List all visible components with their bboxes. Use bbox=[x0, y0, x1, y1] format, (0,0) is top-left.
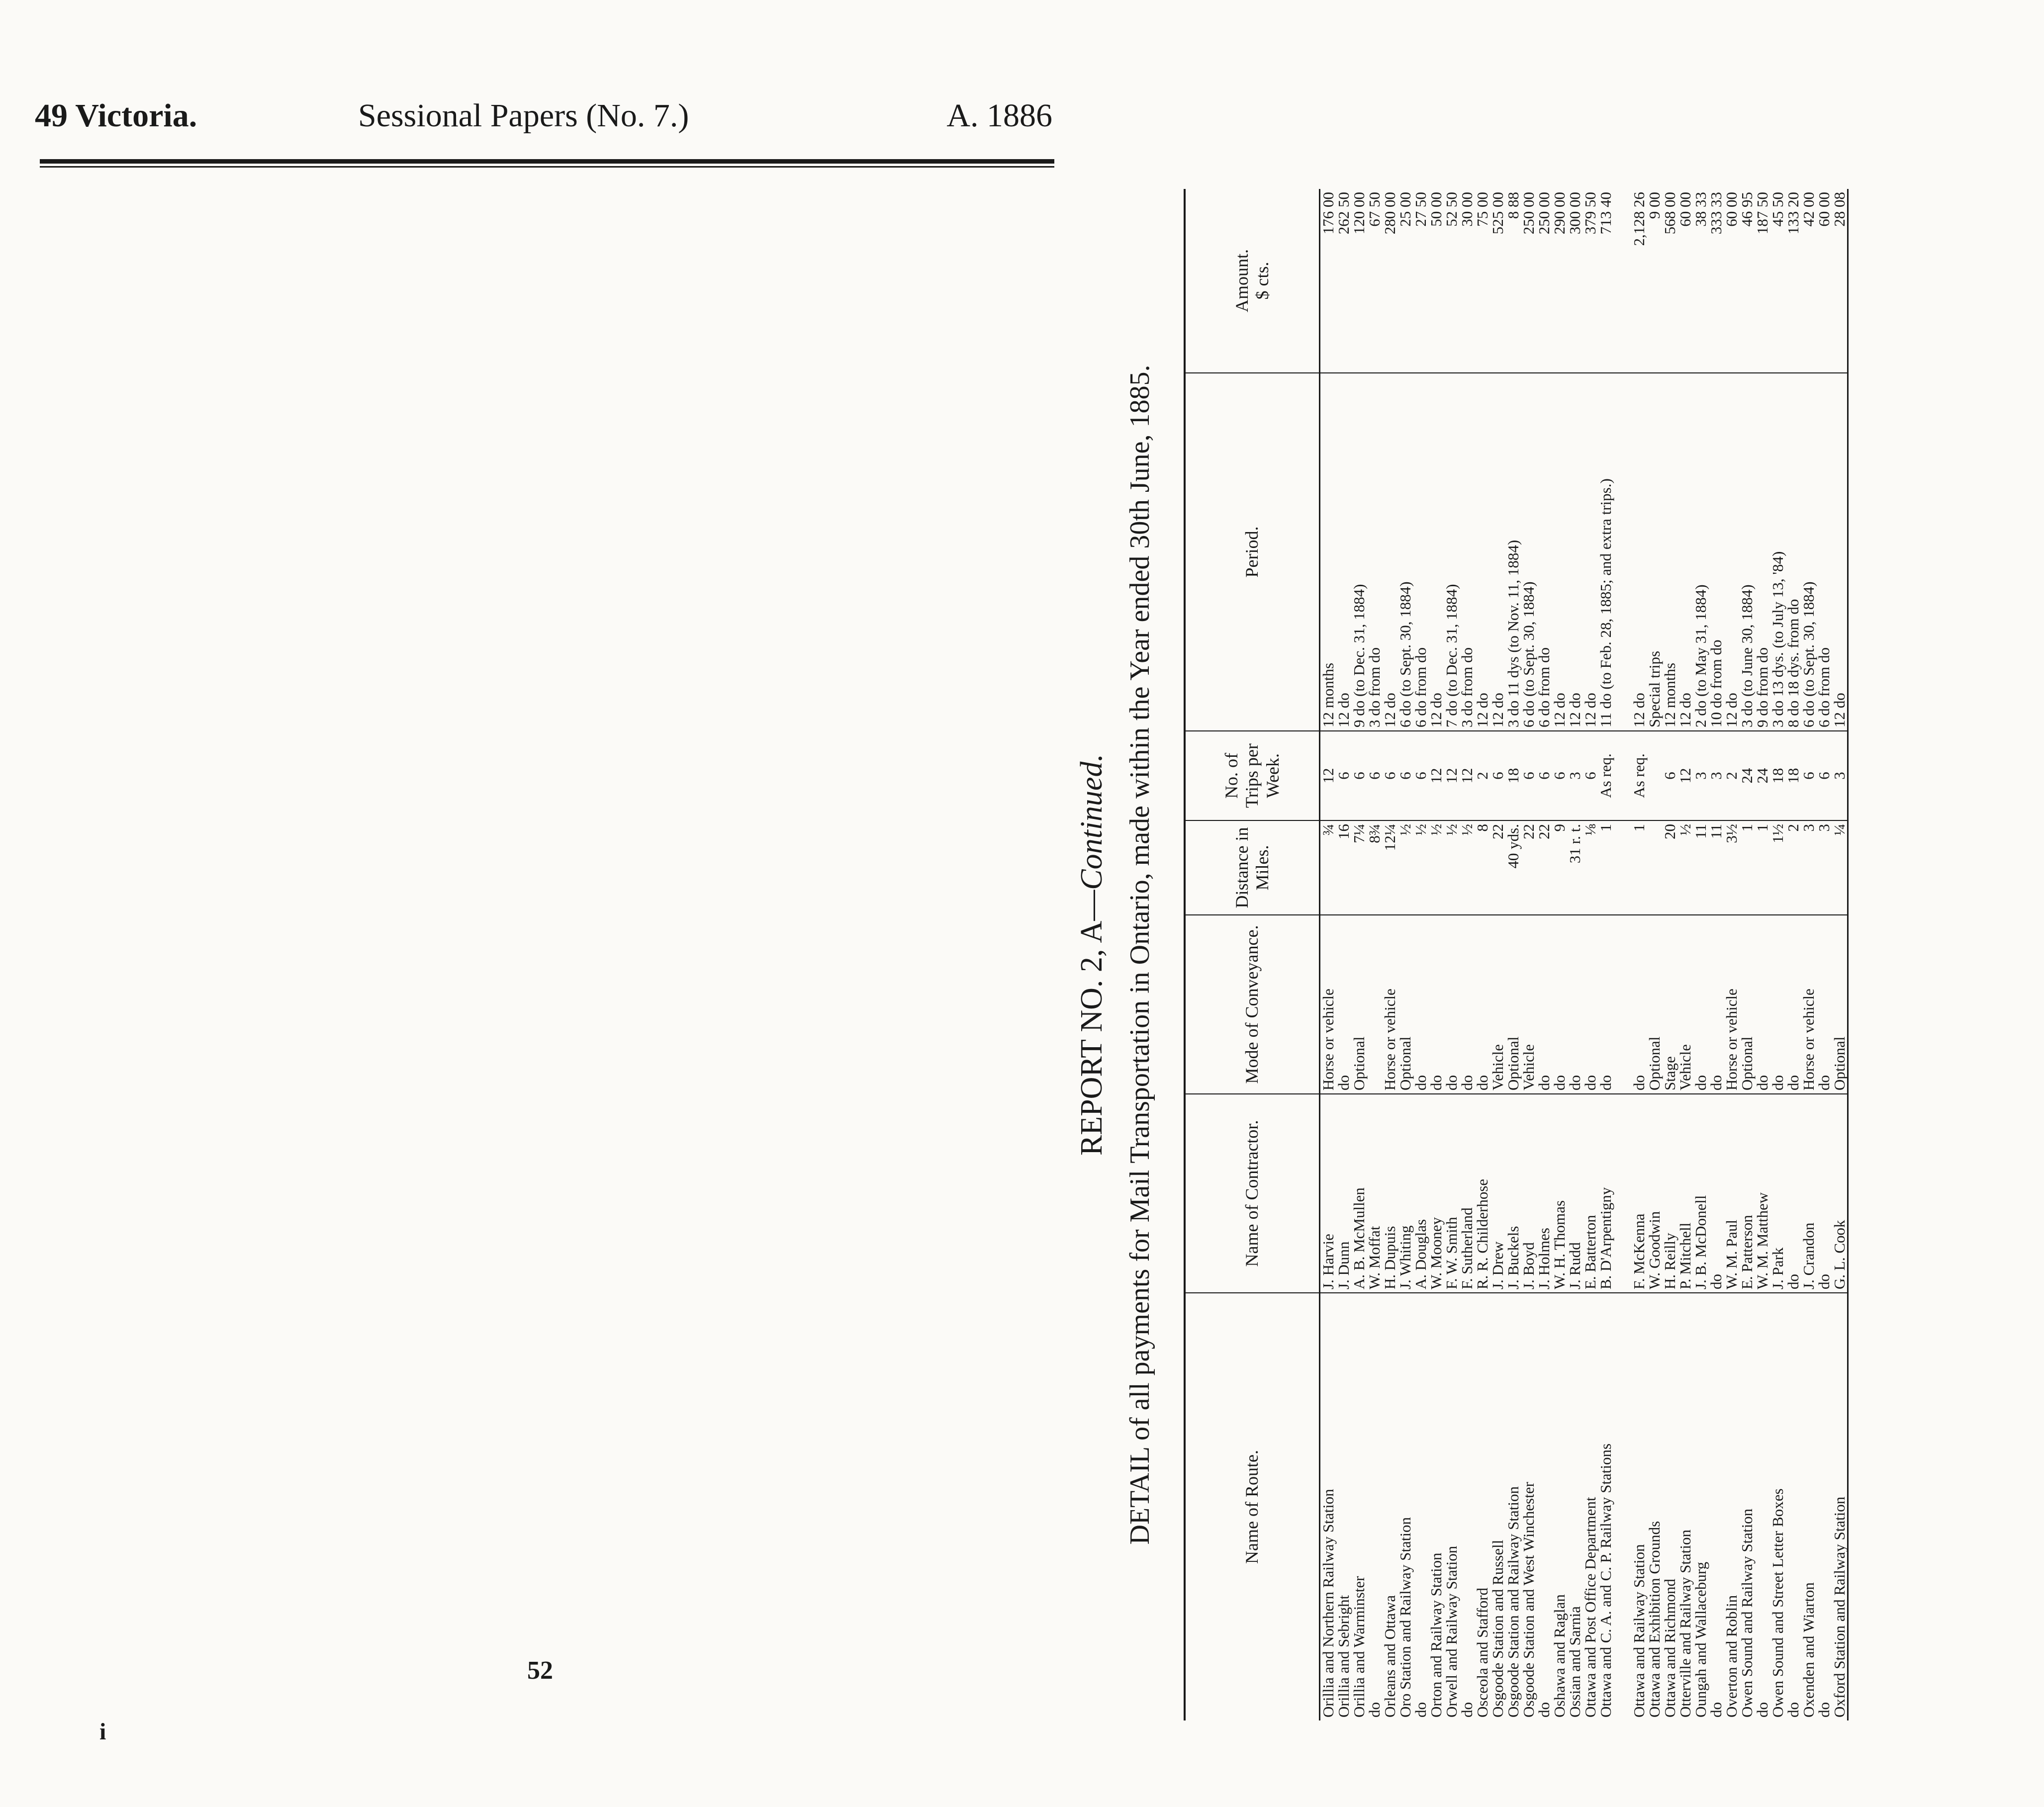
cell-route: Osgoode Station and Russell bbox=[1489, 1539, 1506, 1717]
cell-distance: 7¼ bbox=[1351, 820, 1367, 915]
cell-contractor: W. Mooney bbox=[1428, 1094, 1444, 1293]
cell-distance: 3½ bbox=[1724, 820, 1739, 915]
table-row bbox=[1662, 189, 1677, 1720]
cell-period: 12 do bbox=[1832, 373, 1848, 731]
cell-amount: 525 00 bbox=[1490, 189, 1505, 373]
cell-conveyance: Stage bbox=[1662, 915, 1677, 1094]
cell-period bbox=[1613, 373, 1631, 731]
cell-route: Ottawa and Exhibition Grounds bbox=[1646, 1521, 1663, 1717]
col-header-trips: No. of Trips per Week. bbox=[1185, 731, 1320, 820]
cell-distance: 9 bbox=[1552, 820, 1567, 915]
cell-contractor: W. Moffat bbox=[1367, 1094, 1382, 1293]
cell-trips: As req. bbox=[1598, 731, 1613, 820]
report-title-continued: Continued. bbox=[1075, 753, 1109, 890]
cell-trips: 18 bbox=[1770, 731, 1785, 820]
cell-route: Orillia and Northern Railway Station bbox=[1319, 1489, 1337, 1717]
payments-table bbox=[1184, 189, 1849, 1720]
table-row bbox=[1552, 189, 1567, 1720]
cell-amount: 262 50 bbox=[1336, 189, 1351, 373]
cell-distance: 3 bbox=[1801, 820, 1816, 915]
cell-conveyance: do bbox=[1459, 915, 1475, 1094]
cell-period: 3 do 13 dys. (to July 13, '84) bbox=[1770, 373, 1785, 731]
cell-amount: 75 00 bbox=[1475, 189, 1490, 373]
cell-contractor: do bbox=[1816, 1094, 1832, 1293]
cell-trips: 18 bbox=[1505, 731, 1521, 820]
cell-contractor: W. H. Thomas bbox=[1552, 1094, 1567, 1293]
cell-distance: 16 bbox=[1336, 820, 1351, 915]
table-row bbox=[1382, 189, 1397, 1720]
cell-period: 12 do bbox=[1382, 373, 1397, 731]
cell-distance: 1½ bbox=[1770, 820, 1785, 915]
amount-header-label: Amount. bbox=[1231, 249, 1252, 313]
cell-contractor: W. M. Paul bbox=[1724, 1094, 1739, 1293]
cell-conveyance: Horse or vehicle bbox=[1382, 915, 1397, 1094]
cell-route: Oshawa and Raglan bbox=[1551, 1594, 1568, 1717]
cell-contractor: J. Buckels bbox=[1505, 1094, 1521, 1293]
col-header-amount bbox=[1185, 189, 1320, 373]
table-row bbox=[1459, 189, 1475, 1720]
cell-conveyance: do bbox=[1770, 915, 1785, 1094]
cell-amount: 333 33 bbox=[1708, 189, 1724, 373]
cell-contractor: P. Mitchell bbox=[1677, 1094, 1693, 1293]
table-row bbox=[1770, 189, 1785, 1720]
cell-route: do bbox=[1535, 1702, 1553, 1717]
cell-amount: 250 00 bbox=[1536, 189, 1552, 373]
cell-route: Orillia and Warminster bbox=[1350, 1576, 1368, 1717]
col-header-conveyance: Mode of Conveyance. bbox=[1185, 915, 1320, 1094]
report-subtitle: DETAIL of all payments for Mail Transportation in Ontario, made within the Year ended 30th June, 1885. bbox=[1124, 364, 1155, 1545]
cell-route: Ottawa and C. A. and C. P. Railway Stations bbox=[1597, 1443, 1614, 1717]
cell-contractor: F. Sutherland bbox=[1459, 1094, 1475, 1293]
table-row bbox=[1505, 189, 1521, 1720]
cell-period: 6 do (to Sept. 30, 1884) bbox=[1397, 373, 1413, 731]
cell-conveyance: do bbox=[1552, 915, 1567, 1094]
cell-period: 12 do bbox=[1490, 373, 1505, 731]
cell-trips: 3 bbox=[1832, 731, 1848, 820]
cell-conveyance: Optional bbox=[1739, 915, 1755, 1094]
cell-conveyance: do bbox=[1785, 915, 1801, 1094]
cell-distance: 1 bbox=[1598, 820, 1613, 915]
cell-amount: 42 00 bbox=[1801, 189, 1816, 373]
table-row bbox=[1613, 189, 1631, 1720]
table-row bbox=[1677, 189, 1693, 1720]
table-row bbox=[1336, 189, 1351, 1720]
cell-route: Orillia and Sebright bbox=[1335, 1595, 1352, 1717]
cell-amount: 25 00 bbox=[1397, 189, 1413, 373]
table-row bbox=[1801, 189, 1816, 1720]
table-row bbox=[1785, 189, 1801, 1720]
cell-distance: ½ bbox=[1677, 820, 1693, 915]
cell-contractor bbox=[1613, 1094, 1631, 1293]
cell-trips: 3 bbox=[1567, 731, 1582, 820]
cell-period: 12 do bbox=[1724, 373, 1739, 731]
cell-distance: 11 bbox=[1693, 820, 1708, 915]
cell-amount: 176 00 bbox=[1320, 189, 1336, 373]
table-row bbox=[1413, 189, 1428, 1720]
header-rule-thick bbox=[40, 159, 1054, 164]
cell-trips: 12 bbox=[1428, 731, 1444, 820]
cell-period: 3 do 11 dys (to Nov. 11, 1884) bbox=[1505, 373, 1521, 731]
cell-conveyance: Vehicle bbox=[1677, 915, 1693, 1094]
cell-distance: 22 bbox=[1490, 820, 1505, 915]
cell-conveyance: do bbox=[1336, 915, 1351, 1094]
margin-mark: i bbox=[99, 1718, 106, 1745]
col-header-distance: Distance in Miles. bbox=[1185, 820, 1320, 915]
cell-period: 12 do bbox=[1582, 373, 1598, 731]
cell-contractor: E. Batterton bbox=[1582, 1094, 1598, 1293]
cell-trips: 2 bbox=[1475, 731, 1490, 820]
table-row bbox=[1351, 189, 1367, 1720]
cell-distance: 20 bbox=[1662, 820, 1677, 915]
cell-contractor: J. Boyd bbox=[1521, 1094, 1536, 1293]
cell-period: 3 do from do bbox=[1367, 373, 1382, 731]
cell-route: do bbox=[1707, 1702, 1725, 1717]
cell-route: Osceola and Stafford bbox=[1474, 1587, 1491, 1717]
table-row bbox=[1598, 189, 1613, 1720]
table-row bbox=[1724, 189, 1739, 1720]
cell-conveyance: Optional bbox=[1351, 915, 1367, 1094]
cell-amount: 8 88 bbox=[1505, 189, 1521, 373]
cell-trips: 6 bbox=[1413, 731, 1428, 820]
cell-distance: 8 bbox=[1475, 820, 1490, 915]
cell-period: 6 do (to Sept. 30, 1884) bbox=[1521, 373, 1536, 731]
cell-contractor: A. Douglas bbox=[1413, 1094, 1428, 1293]
cell-amount: 2,128 26 bbox=[1631, 189, 1647, 373]
cell-amount: 30 00 bbox=[1459, 189, 1475, 373]
cell-distance: 11 bbox=[1708, 820, 1724, 915]
cell-distance bbox=[1647, 820, 1662, 915]
cell-conveyance: Optional bbox=[1832, 915, 1848, 1094]
table-row bbox=[1832, 189, 1848, 1720]
table-row bbox=[1739, 189, 1755, 1720]
cell-trips: 6 bbox=[1662, 731, 1677, 820]
cell-trips: As req. bbox=[1631, 731, 1647, 820]
cell-trips: 6 bbox=[1397, 731, 1413, 820]
cell-conveyance: do bbox=[1428, 915, 1444, 1094]
currency-header: $ cts. bbox=[1252, 262, 1272, 300]
cell-contractor: J. Whiting bbox=[1397, 1094, 1413, 1293]
report-title-text: REPORT NO. 2, A— bbox=[1075, 890, 1109, 1156]
page-number: 52 bbox=[527, 1656, 553, 1685]
col-header-contractor: Name of Contractor. bbox=[1185, 1094, 1320, 1293]
cell-conveyance: Horse or vehicle bbox=[1801, 915, 1816, 1094]
cell-route bbox=[1613, 1293, 1631, 1720]
cell-route: do bbox=[1458, 1702, 1476, 1717]
cell-distance: ¼ bbox=[1832, 820, 1848, 915]
cell-trips: 12 bbox=[1444, 731, 1459, 820]
cell-distance bbox=[1613, 820, 1631, 915]
cell-period: 3 do from do bbox=[1459, 373, 1475, 731]
cell-trips: 6 bbox=[1490, 731, 1505, 820]
cell-amount: 120 00 bbox=[1351, 189, 1367, 373]
cell-amount: 52 50 bbox=[1444, 189, 1459, 373]
cell-contractor: J. Rudd bbox=[1567, 1094, 1582, 1293]
table-row bbox=[1755, 189, 1770, 1720]
cell-conveyance: Vehicle bbox=[1490, 915, 1505, 1094]
cell-trips bbox=[1613, 731, 1631, 820]
cell-distance: 3 bbox=[1816, 820, 1832, 915]
cell-conveyance: do bbox=[1631, 915, 1647, 1094]
cell-route: Oxford Station and Railway Station bbox=[1831, 1496, 1848, 1717]
cell-route: Ottawa and Richmond bbox=[1661, 1579, 1678, 1717]
cell-contractor: G. L. Cook bbox=[1832, 1094, 1848, 1293]
cell-contractor: J. B. McDonell bbox=[1693, 1094, 1708, 1293]
cell-period: 6 do (to Sept. 30, 1884) bbox=[1801, 373, 1816, 731]
cell-distance: ½ bbox=[1397, 820, 1413, 915]
cell-route: Osgoode Station and Railway Station bbox=[1504, 1486, 1522, 1717]
cell-distance: ¾ bbox=[1320, 820, 1336, 915]
cell-trips: 6 bbox=[1336, 731, 1351, 820]
table-header-row bbox=[1185, 189, 1320, 1720]
cell-trips: 6 bbox=[1367, 731, 1382, 820]
cell-route: Oro Station and Railway Station bbox=[1396, 1517, 1414, 1717]
cell-amount: 9 00 bbox=[1647, 189, 1662, 373]
cell-route: Orwell and Railway Station bbox=[1443, 1545, 1460, 1717]
cell-conveyance: do bbox=[1444, 915, 1459, 1094]
cell-distance: 22 bbox=[1536, 820, 1552, 915]
cell-contractor: J. Holmes bbox=[1536, 1094, 1552, 1293]
cell-amount: 300 00 bbox=[1567, 189, 1582, 373]
cell-contractor: do bbox=[1708, 1094, 1724, 1293]
cell-distance: 2 bbox=[1785, 820, 1801, 915]
table-row bbox=[1428, 189, 1444, 1720]
cell-period: 8 do 18 dys. from do bbox=[1785, 373, 1801, 731]
cell-amount: 568 00 bbox=[1662, 189, 1677, 373]
cell-period: 6 do from do bbox=[1816, 373, 1832, 731]
cell-trips: 6 bbox=[1582, 731, 1598, 820]
cell-conveyance: Optional bbox=[1505, 915, 1521, 1094]
cell-contractor: J. Drew bbox=[1490, 1094, 1505, 1293]
cell-conveyance: Optional bbox=[1647, 915, 1662, 1094]
cell-amount: 28 08 bbox=[1832, 189, 1848, 373]
cell-contractor: do bbox=[1785, 1094, 1801, 1293]
cell-conveyance: do bbox=[1475, 915, 1490, 1094]
cell-route: do bbox=[1784, 1702, 1802, 1717]
cell-conveyance: do bbox=[1755, 915, 1770, 1094]
cell-distance: ½ bbox=[1459, 820, 1475, 915]
cell-amount: 46 95 bbox=[1739, 189, 1755, 373]
cell-trips: 12 bbox=[1459, 731, 1475, 820]
table-body bbox=[1320, 189, 1848, 1720]
cell-amount: 50 00 bbox=[1428, 189, 1444, 373]
cell-route: Orleans and Ottawa bbox=[1381, 1595, 1398, 1717]
cell-amount: 60 00 bbox=[1677, 189, 1693, 373]
rotated-page-content bbox=[1074, 189, 2044, 1720]
cell-contractor: A. B. McMullen bbox=[1351, 1094, 1367, 1293]
cell-contractor: J. Dunn bbox=[1336, 1094, 1351, 1293]
cell-contractor: F. McKenna bbox=[1631, 1094, 1647, 1293]
cell-distance: ⅛ bbox=[1582, 820, 1598, 915]
cell-trips: 6 bbox=[1801, 731, 1816, 820]
cell-route: do bbox=[1412, 1702, 1429, 1717]
table-row bbox=[1582, 189, 1598, 1720]
cell-amount: 250 00 bbox=[1521, 189, 1536, 373]
cell-distance: ½ bbox=[1428, 820, 1444, 915]
cell-route: Ottawa and Post Office Department bbox=[1581, 1497, 1599, 1717]
cell-distance: 1 bbox=[1739, 820, 1755, 915]
cell-contractor: J. Park bbox=[1770, 1094, 1785, 1293]
table-row bbox=[1444, 189, 1459, 1720]
cell-amount: 713 40 bbox=[1598, 189, 1613, 373]
cell-period: 2 do (to May 31, 1884) bbox=[1693, 373, 1708, 731]
cell-trips: 12 bbox=[1320, 731, 1336, 820]
header-session: 49 Victoria. bbox=[35, 97, 197, 134]
cell-conveyance: do bbox=[1567, 915, 1582, 1094]
cell-period: 7 do (to Dec. 31, 1884) bbox=[1444, 373, 1459, 731]
cell-amount bbox=[1613, 189, 1631, 373]
cell-amount: 290 00 bbox=[1552, 189, 1567, 373]
cell-contractor: R. R. Childerhose bbox=[1475, 1094, 1490, 1293]
cell-distance: 12¼ bbox=[1382, 820, 1397, 915]
cell-amount: 280 00 bbox=[1382, 189, 1397, 373]
cell-route: Osgoode Station and West Winchester bbox=[1520, 1482, 1537, 1717]
cell-trips: 24 bbox=[1739, 731, 1755, 820]
cell-period: Special trips bbox=[1647, 373, 1662, 731]
table-row bbox=[1397, 189, 1413, 1720]
cell-route: do bbox=[1754, 1702, 1771, 1717]
cell-amount: 27 50 bbox=[1413, 189, 1428, 373]
cell-route: Owen Sound and Street Letter Boxes bbox=[1769, 1488, 1786, 1717]
table-row bbox=[1693, 189, 1708, 1720]
cell-trips: 12 bbox=[1677, 731, 1693, 820]
cell-contractor: F. W. Smith bbox=[1444, 1094, 1459, 1293]
cell-period: 9 do from do bbox=[1755, 373, 1770, 731]
cell-period: 10 do from do bbox=[1708, 373, 1724, 731]
cell-conveyance: do bbox=[1708, 915, 1724, 1094]
cell-trips: 6 bbox=[1382, 731, 1397, 820]
table-row bbox=[1567, 189, 1582, 1720]
cell-conveyance: do bbox=[1536, 915, 1552, 1094]
cell-period: 11 do (to Feb. 28, 1885; and extra trips.) bbox=[1598, 373, 1613, 731]
cell-conveyance: do bbox=[1582, 915, 1598, 1094]
cell-route: Overton and Roblin bbox=[1723, 1595, 1740, 1717]
table-row bbox=[1647, 189, 1662, 1720]
cell-route: do bbox=[1366, 1702, 1383, 1717]
cell-trips: 6 bbox=[1536, 731, 1552, 820]
cell-route: Orton and Railway Station bbox=[1427, 1552, 1445, 1717]
cell-period: 3 do (to June 30, 1884) bbox=[1739, 373, 1755, 731]
cell-amount: 60 00 bbox=[1724, 189, 1739, 373]
cell-distance: 8¾ bbox=[1367, 820, 1382, 915]
table-row bbox=[1521, 189, 1536, 1720]
cell-period: 12 do bbox=[1336, 373, 1351, 731]
cell-period: 12 do bbox=[1567, 373, 1582, 731]
table-row bbox=[1320, 189, 1336, 1720]
cell-period: 12 months bbox=[1320, 373, 1336, 731]
cell-contractor: H. Reilly bbox=[1662, 1094, 1677, 1293]
cell-conveyance: do bbox=[1413, 915, 1428, 1094]
cell-conveyance: do bbox=[1598, 915, 1613, 1094]
table-row bbox=[1816, 189, 1832, 1720]
cell-route: Otterville and Railway Station bbox=[1676, 1530, 1694, 1717]
cell-trips: 6 bbox=[1552, 731, 1567, 820]
cell-route: Ottawa and Railway Station bbox=[1630, 1544, 1648, 1717]
cell-contractor: J. Harvie bbox=[1320, 1094, 1336, 1293]
cell-trips: 3 bbox=[1708, 731, 1724, 820]
cell-route: Ossian and Sarnia bbox=[1566, 1606, 1583, 1717]
header-rule-thin bbox=[40, 166, 1054, 168]
cell-period: 12 do bbox=[1552, 373, 1567, 731]
table-row bbox=[1367, 189, 1382, 1720]
cell-trips: 2 bbox=[1724, 731, 1739, 820]
table-row bbox=[1490, 189, 1505, 1720]
cell-trips: 18 bbox=[1785, 731, 1801, 820]
cell-contractor: W. M. Matthew bbox=[1755, 1094, 1770, 1293]
cell-distance: 1 bbox=[1631, 820, 1647, 915]
cell-period: 12 months bbox=[1662, 373, 1677, 731]
table-row bbox=[1631, 189, 1647, 1720]
cell-distance: 31 r. t. bbox=[1567, 820, 1582, 915]
cell-period: 6 do from do bbox=[1413, 373, 1428, 731]
cell-conveyance: do bbox=[1693, 915, 1708, 1094]
cell-period: 6 do from do bbox=[1536, 373, 1552, 731]
cell-amount: 67 50 bbox=[1367, 189, 1382, 373]
cell-route: Owen Sound and Railway Station bbox=[1738, 1508, 1756, 1717]
cell-amount: 45 50 bbox=[1770, 189, 1785, 373]
cell-period: 12 do bbox=[1475, 373, 1490, 731]
cell-period: 9 do (to Dec. 31, 1884) bbox=[1351, 373, 1367, 731]
cell-distance: ½ bbox=[1413, 820, 1428, 915]
cell-conveyance: Vehicle bbox=[1521, 915, 1536, 1094]
cell-contractor: J. Crandon bbox=[1801, 1094, 1816, 1293]
cell-distance: 1 bbox=[1755, 820, 1770, 915]
cell-period: 12 do bbox=[1677, 373, 1693, 731]
cell-contractor: B. D'Arpentigny bbox=[1598, 1094, 1613, 1293]
cell-conveyance bbox=[1613, 915, 1631, 1094]
cell-conveyance: Horse or vehicle bbox=[1724, 915, 1739, 1094]
cell-trips bbox=[1647, 731, 1662, 820]
cell-route: Oxenden and Wiarton bbox=[1800, 1582, 1817, 1717]
cell-period: 12 do bbox=[1631, 373, 1647, 731]
cell-amount: 379 50 bbox=[1582, 189, 1598, 373]
cell-conveyance: Horse or vehicle bbox=[1320, 915, 1336, 1094]
header-sessional-papers: Sessional Papers (No. 7.) bbox=[358, 97, 689, 134]
col-header-route: Name of Route. bbox=[1185, 1293, 1320, 1720]
cell-conveyance bbox=[1367, 915, 1382, 1094]
cell-route: Oungah and Wallaceburg bbox=[1692, 1561, 1709, 1717]
table-row bbox=[1708, 189, 1724, 1720]
cell-trips: 6 bbox=[1351, 731, 1367, 820]
cell-distance: 40 yds. bbox=[1505, 820, 1521, 915]
cell-contractor: H. Dupuis bbox=[1382, 1094, 1397, 1293]
cell-conveyance: do bbox=[1816, 915, 1832, 1094]
cell-trips: 24 bbox=[1755, 731, 1770, 820]
cell-contractor: W. Goodwin bbox=[1647, 1094, 1662, 1293]
col-header-period: Period. bbox=[1185, 373, 1320, 731]
cell-route: do bbox=[1815, 1702, 1833, 1717]
table-row bbox=[1475, 189, 1490, 1720]
cell-distance: 22 bbox=[1521, 820, 1536, 915]
cell-trips: 3 bbox=[1693, 731, 1708, 820]
header-year: A. 1886 bbox=[946, 97, 1052, 134]
cell-amount: 60 00 bbox=[1816, 189, 1832, 373]
cell-amount: 133 20 bbox=[1785, 189, 1801, 373]
table-row bbox=[1536, 189, 1552, 1720]
report-title bbox=[1074, 189, 1110, 1720]
cell-trips: 6 bbox=[1816, 731, 1832, 820]
cell-amount: 38 33 bbox=[1693, 189, 1708, 373]
cell-amount: 187 50 bbox=[1755, 189, 1770, 373]
cell-conveyance: Optional bbox=[1397, 915, 1413, 1094]
cell-distance: ½ bbox=[1444, 820, 1459, 915]
cell-period: 12 do bbox=[1428, 373, 1444, 731]
cell-contractor: E. Patterson bbox=[1739, 1094, 1755, 1293]
cell-trips: 6 bbox=[1521, 731, 1536, 820]
